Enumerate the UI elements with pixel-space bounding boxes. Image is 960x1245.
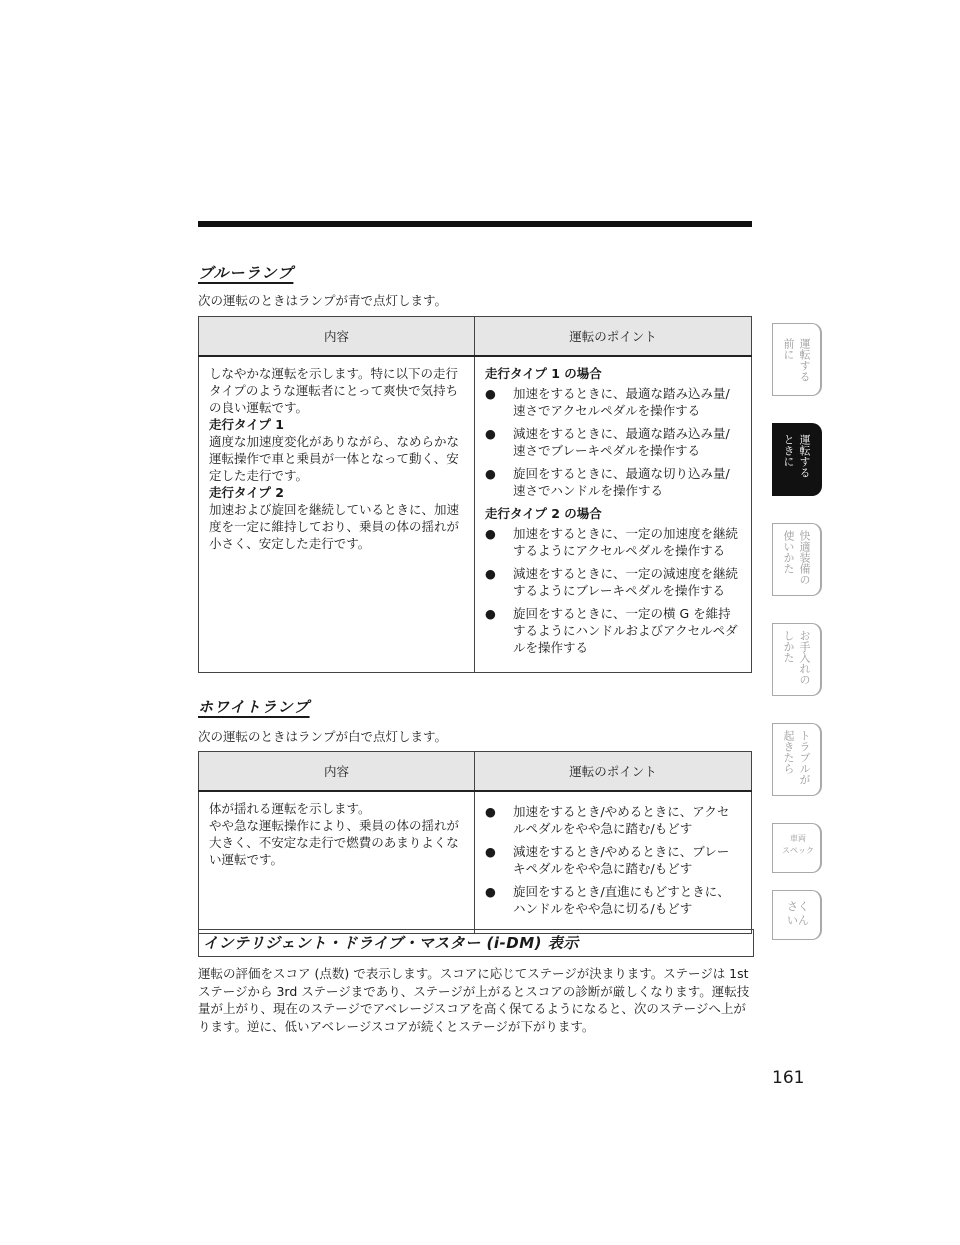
list-item: ● 加速をするときに、最適な踏み込み量/速さでアクセルペダルを操作する (485, 386, 730, 418)
page-number: 161 (772, 1068, 805, 1088)
list-item: ● 減速をするとき/やめるときに、ブレーキペダルをやや急に踏む/もどす (485, 844, 730, 876)
bullet-icon: ● (485, 606, 496, 621)
white-points-list (485, 803, 741, 917)
blue-lamp-table (198, 316, 752, 673)
list-item: ● 旋回をするときに、最適な切り込み量/速さでハンドルを操作する (485, 466, 730, 498)
white-lamp-table (198, 751, 752, 934)
case-2-list (485, 525, 741, 656)
drive-type-1-text: 適度な加速度変化がありながら、なめらかな運転操作で車と乗員が一体となって動く、安定した走行です。 (209, 434, 460, 483)
bullet-icon: ● (485, 386, 496, 401)
bullet-icon: ● (485, 566, 496, 581)
blue-points-cell (475, 356, 752, 673)
bullet-icon: ● (485, 426, 496, 441)
side-tab-index[interactable]: さく いん (772, 890, 822, 940)
col-header-points: 運転のポイント (475, 752, 752, 792)
blue-description: しなやかな運転を示します。特に以下の走行タイプのような運転者にとって爽快で気持ちの良い運転です。 (209, 366, 459, 415)
idm-heading: インテリジェント・ドライブ・マスター (i-DM) 表示 (198, 929, 754, 957)
list-item: ● 加速をするとき/やめるときに、アクセルペダルをやや急に踏む/もどす (485, 804, 730, 836)
white-content-cell: 体が揺れる運転を示します。 やや急な運転操作により、乗員の体の揺れが大きく、不安定な走行で燃費のあまりよくない運転です。 (199, 791, 475, 934)
blue-lamp-intro: 次の運転のときはランプが青で点灯します。 (198, 293, 448, 308)
col-header-content: 内容 (199, 752, 475, 792)
side-tab-while-driving[interactable]: 運転する ときに (772, 423, 822, 496)
list-item: ● 旋回をするときに、一定の横 G を維持するようにハンドルおよびアクセルペダルを操作する (485, 606, 738, 655)
blue-content-cell (199, 356, 475, 673)
case-1-list (485, 385, 741, 499)
list-item: ● 旋回をするとき/直進にもどすときに、ハンドルをやや急に切る/もどす (485, 884, 730, 916)
side-tab-troubleshooting[interactable]: トラブルが 起きたら (772, 723, 822, 796)
list-item: ● 加速をするときに、一定の加速度を継続するようにアクセルペダルを操作する (485, 526, 739, 558)
white-lamp-intro: 次の運転のときはランプが白で点灯します。 (198, 729, 448, 744)
col-header-points: 運転のポイント (475, 317, 752, 357)
bullet-icon: ● (485, 466, 496, 481)
side-tab-maintenance[interactable]: お手入れの しかた (772, 623, 822, 696)
bullet-icon: ● (485, 844, 496, 859)
idm-body: 運転の評価をスコア (点数) で表示します。スコアに応じてステージが決まります。ステージは 1st ステージから 3rd ステージまであり、ステージが上がるとスコアの診断が厳しくなります。運転技量が上がり、現在のステージでアベレージスコアを高く保てるようになると、次のステージへ上がります。逆に、低いアベレージスコアが続くとステージが下がります。 (198, 966, 750, 1034)
side-tab-comfort-features[interactable]: 快適装備の 使いかた (772, 523, 822, 596)
bullet-icon: ● (485, 526, 496, 541)
case-2-heading: 走行タイプ 2 の場合 (485, 506, 602, 521)
case-1-heading: 走行タイプ 1 の場合 (485, 366, 602, 381)
header-rule (198, 221, 752, 227)
col-header-content: 内容 (199, 317, 475, 357)
bullet-icon: ● (485, 804, 496, 819)
side-tab-specifications[interactable]: 車両 スペック (772, 823, 822, 873)
list-item: ● 減速をするときに、最適な踏み込み量/速さでブレーキペダルを操作する (485, 426, 730, 458)
bullet-icon: ● (485, 884, 496, 899)
drive-type-2-label: 走行タイプ 2 (209, 485, 284, 500)
side-tab-before-driving[interactable]: 運転する 前に (772, 323, 822, 396)
drive-type-2-text: 加速および旋回を継続しているときに、加速度を一定に維持しており、乗員の体の揺れが小さく、安定した走行です。 (209, 502, 460, 551)
blue-lamp-heading: ブルーランプ (198, 264, 294, 282)
list-item: ● 減速をするときに、一定の減速度を継続するようにブレーキペダルを操作する (485, 566, 739, 598)
drive-type-1-label: 走行タイプ 1 (209, 417, 284, 432)
white-points-cell (475, 791, 752, 934)
white-lamp-heading: ホワイトランプ (198, 698, 310, 716)
